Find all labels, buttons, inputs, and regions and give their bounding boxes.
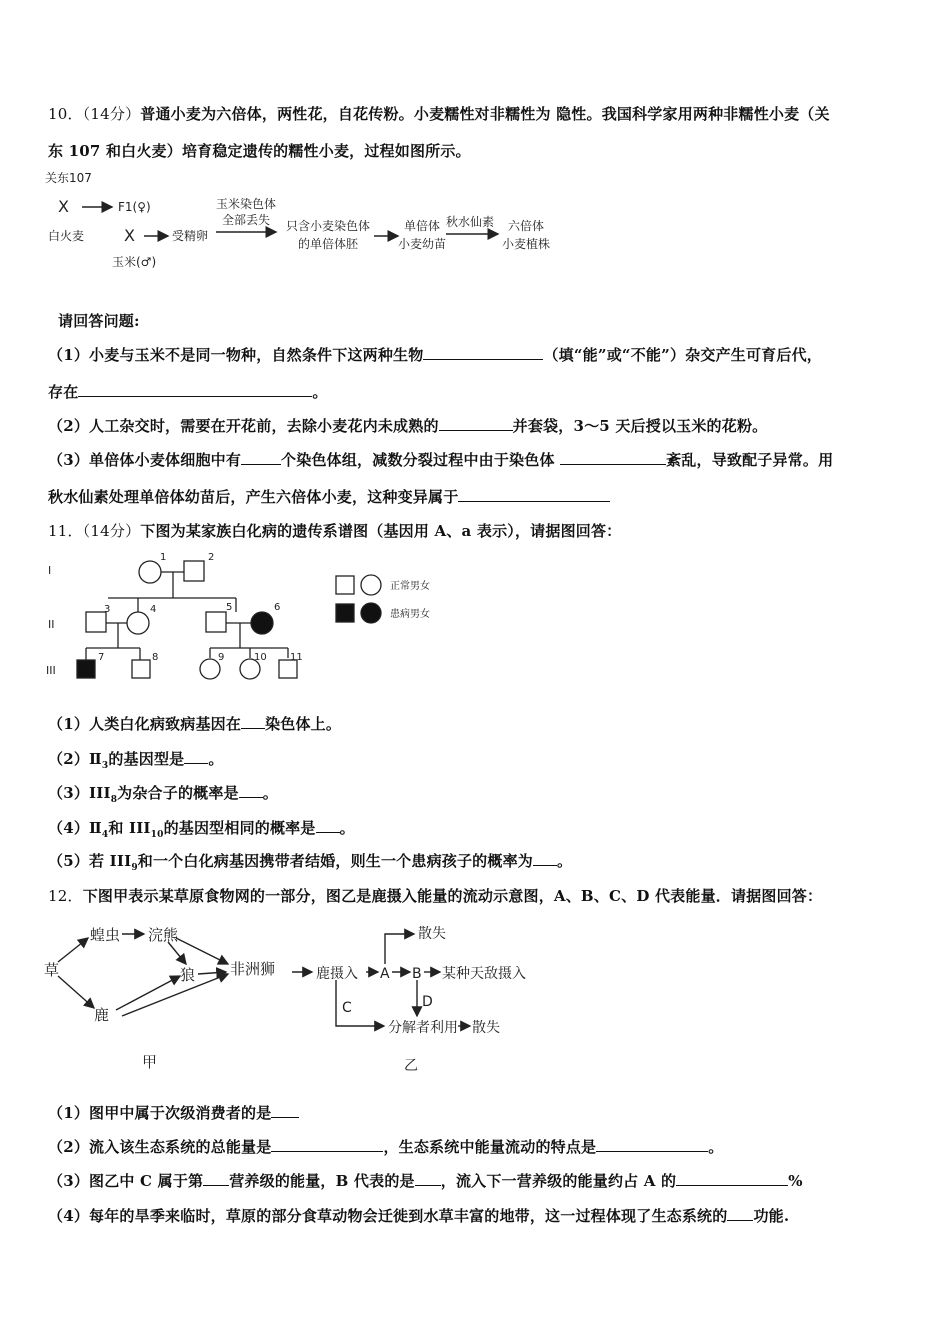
label-baihuomai: 白火麦 xyxy=(48,229,85,243)
generation-label: II xyxy=(48,618,55,631)
food-web xyxy=(44,926,275,1071)
q10-line-2: 东 107 和白火麦）培育稳定遗传的糯性小麦，过程如图所示。 xyxy=(48,142,471,160)
q10-sub-1-cont: 存在 。 xyxy=(48,383,328,401)
generation-label: III xyxy=(46,664,56,677)
svg-text:非洲狮: 非洲狮 xyxy=(230,960,276,978)
svg-text:4: 4 xyxy=(150,604,157,615)
answer-blank[interactable] xyxy=(415,1171,441,1186)
q10-sub-3: （3）单倍体小麦体细胞中有 个染色体组，减数分裂过程中由于染色体 紊乱，导致配子异常。用 xyxy=(48,451,834,469)
individual-7-male-affected xyxy=(77,660,95,678)
energy-flow xyxy=(316,925,526,1074)
answer-blank[interactable] xyxy=(533,851,557,866)
answer-blank[interactable] xyxy=(239,783,263,798)
individual-2-male xyxy=(184,561,204,581)
q11-sub-1: （1）人类白化病致病基因在 染色体上。 xyxy=(48,715,342,733)
answer-blank[interactable] xyxy=(727,1206,753,1221)
label-haploid-bottom: 小麦幼苗 xyxy=(398,237,447,251)
q12-number: 12． xyxy=(48,887,83,905)
svg-text:狼: 狼 xyxy=(180,966,196,984)
q11-sub-4: $(4)Ⅱ_4$和 $III_{10}$的基因型相同的概率是 。 xyxy=(48,819,355,840)
answer-blank[interactable] xyxy=(676,1171,788,1186)
svg-text:D: D xyxy=(422,994,433,1010)
label-zygote: 受精卵 xyxy=(172,229,209,243)
q11-pedigree xyxy=(40,548,460,690)
svg-text:10: 10 xyxy=(254,652,267,663)
label-colchicine: 秋水仙素 xyxy=(446,215,495,229)
q12-sub-4: （4）每年的旱季来临时，草原的部分食草动物会迁徙到水草丰富的地带，这一过程体现了生态系统的 功能. xyxy=(48,1207,790,1225)
q10-line-1: 10．（14分）普通小麦为六倍体，两性花，自花传粉。小麦糯性对非糯性为 隐性。我国科学家用两种非糯性小麦（关 xyxy=(48,105,830,123)
q10-prompt: 请回答问题: xyxy=(58,312,140,330)
answer-blank[interactable] xyxy=(316,818,340,833)
answer-blank[interactable] xyxy=(439,416,513,431)
svg-text:鹿摄入: 鹿摄入 xyxy=(316,966,358,982)
svg-text:7: 7 xyxy=(98,652,105,663)
individual-9-female xyxy=(200,659,220,679)
answer-blank[interactable] xyxy=(271,1103,299,1118)
svg-text:3: 3 xyxy=(104,604,111,615)
svg-text:蝗虫: 蝗虫 xyxy=(90,926,121,944)
answer-blank[interactable] xyxy=(271,1137,383,1152)
individual-1-female xyxy=(139,561,161,583)
svg-text:某种天敌摄入: 某种天敌摄入 xyxy=(442,966,526,982)
svg-text:草: 草 xyxy=(44,961,60,979)
cross-symbol-2: X xyxy=(124,226,135,245)
generation-label: I xyxy=(48,564,52,577)
svg-text:11: 11 xyxy=(290,652,303,663)
q12-sub-3: （3）图乙中 C 属于第 营养级的能量，B 代表的是 ，流入下一营养级的能量约占 A 的 % xyxy=(48,1172,803,1190)
label-haploid-top: 单倍体 xyxy=(404,219,441,233)
svg-text:2: 2 xyxy=(208,552,215,563)
q10-sub-3-cont: 秋水仙素处理单倍体幼苗后，产生六倍体小麦，这种变异属于 xyxy=(48,486,610,507)
svg-text:B: B xyxy=(412,966,422,982)
svg-text:散失: 散失 xyxy=(472,1020,500,1036)
svg-text:乙: 乙 xyxy=(404,1058,418,1074)
answer-blank[interactable] xyxy=(203,1171,229,1186)
q12-sub-2: （2）流入该生态系统的总能量是 ，生态系统中能量流动的特点是 。 xyxy=(48,1138,724,1156)
label-hexa-bottom: 小麦植株 xyxy=(502,237,551,251)
label-embryo-top: 只含小麦染色体 xyxy=(286,219,371,233)
legend-normal-label: 正常男女 xyxy=(390,581,430,592)
cross-symbol-1: X xyxy=(58,197,69,216)
answer-blank[interactable] xyxy=(241,714,265,729)
q11-sub-5: （5）若 $III_9$和一个白化病基因携带者结婚，则生一个患病孩子的概率为 。 xyxy=(48,852,573,873)
q11-sub-2: $(2)Ⅱ_3$的基因型是 。 xyxy=(48,750,224,771)
answer-blank[interactable] xyxy=(184,749,208,764)
q10-number: 10．（14分） xyxy=(48,105,141,123)
label-f1: F1(♀) xyxy=(118,200,151,214)
label-loss-bottom: 全部丢失 xyxy=(222,213,271,227)
q12-stem: 12．下图甲表示某草原食物网的一部分，图乙是鹿摄入能量的流动示意图，A、B、C、D 代表能量．请据图回答： xyxy=(48,887,823,905)
svg-text:C: C xyxy=(342,1000,352,1016)
individual-4-female xyxy=(127,612,149,634)
q11-sub-3: $(3)III_8$为杂合子的概率是 。 xyxy=(48,784,278,805)
q11-stem: 11．（14分）下图为某家族白化病的遗传系谱图（基因用 A、a 表示），请据图回答： xyxy=(48,522,622,540)
svg-text:5: 5 xyxy=(226,602,233,613)
svg-text:分解者利用: 分解者利用 xyxy=(388,1020,458,1036)
svg-text:A: A xyxy=(380,966,390,982)
answer-blank[interactable] xyxy=(241,450,281,465)
individual-5-male xyxy=(206,612,226,632)
label-embryo-bottom: 的单倍体胚 xyxy=(298,237,359,251)
individual-3-male xyxy=(86,612,106,632)
svg-text:鹿: 鹿 xyxy=(94,1006,110,1024)
answer-blank[interactable] xyxy=(423,345,543,360)
answer-blank[interactable] xyxy=(596,1137,708,1152)
individual-6-female-affected xyxy=(251,612,273,634)
svg-text:浣熊: 浣熊 xyxy=(148,926,179,944)
svg-text:8: 8 xyxy=(152,652,159,663)
q11-number: 11．（14分） xyxy=(48,522,141,540)
individual-8-male xyxy=(132,660,150,678)
label-corn: 玉米(♂) xyxy=(112,255,157,269)
svg-text:散失: 散失 xyxy=(418,926,446,942)
legend-ill-label: 患病男女 xyxy=(390,609,430,620)
q12-sub-1: （1）图甲中属于次级消费者的是 xyxy=(48,1102,299,1123)
q10-sub-2: （2）人工杂交时，需要在开花前，去除小麦花内未成熟的 并套袋，3～5 天后授以玉米的花粉。 xyxy=(48,417,768,435)
label-hexa-top: 六倍体 xyxy=(508,219,545,233)
svg-text:1: 1 xyxy=(160,552,167,563)
label-guandong: 关东107 xyxy=(45,171,92,185)
answer-blank[interactable] xyxy=(560,450,666,465)
answer-blank[interactable] xyxy=(458,487,610,502)
pedigree-legend xyxy=(336,575,381,623)
svg-text:甲: 甲 xyxy=(142,1053,158,1071)
svg-text:9: 9 xyxy=(218,652,225,663)
svg-text:6: 6 xyxy=(274,602,281,613)
q12-figures xyxy=(40,912,550,1082)
answer-blank[interactable] xyxy=(78,382,312,397)
q10-breeding-diagram xyxy=(40,168,580,280)
label-loss-top: 玉米染色体 xyxy=(216,197,277,211)
q10-sub-1: （1）小麦与玉米不是同一物种，自然条件下这两种生物 （填“能”或“不能”）杂交产生可育后代， xyxy=(48,346,822,364)
